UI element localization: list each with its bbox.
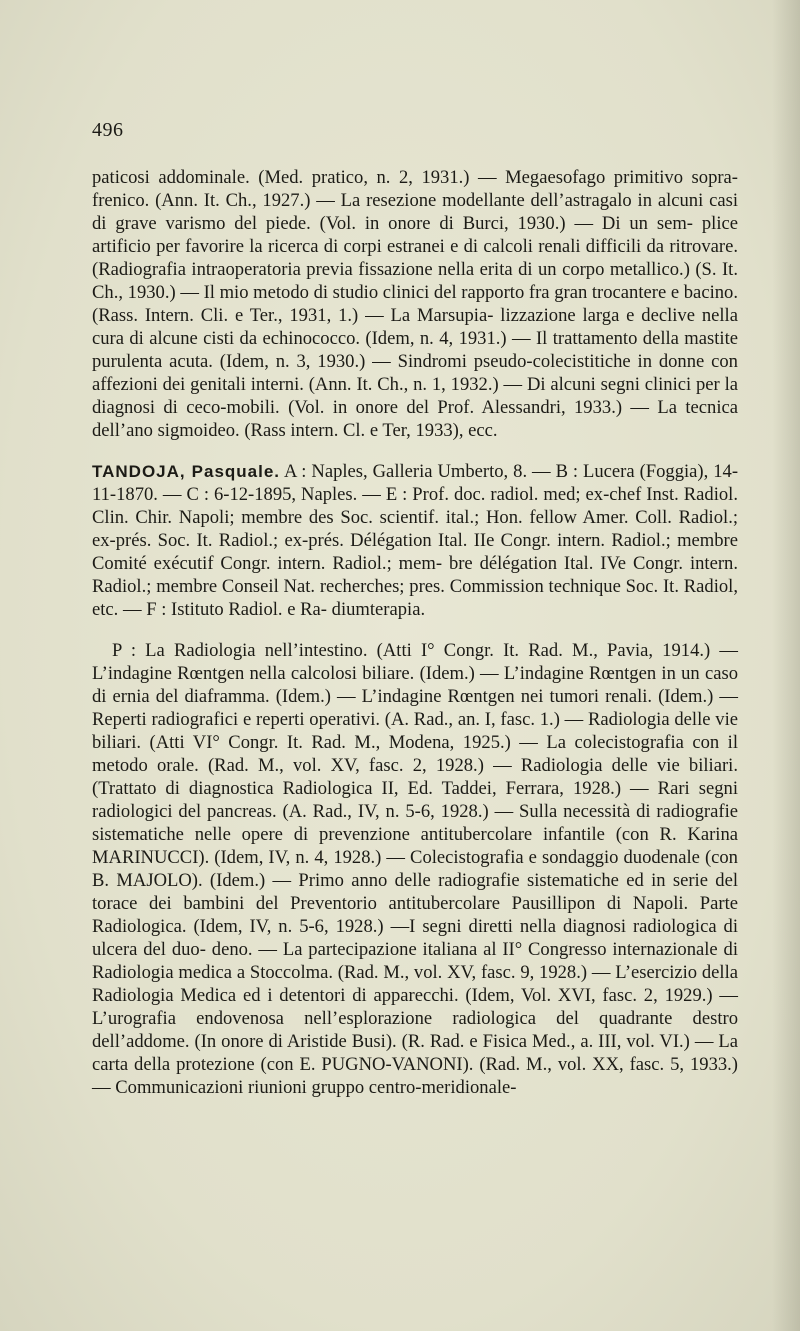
text-line: n. 4, 1928.) — Colecistografia e sondaggio duodenale (con B. MAJOLO). (Idem.): [92, 847, 738, 891]
text-line: It. Ch., n. 1, 1932.) — Di alcuni segni clinici per la diagnosi di ceco-mobili.: [92, 374, 739, 418]
text-line: IV, n. 5-6, 1928.) — Sulla necessità di radiografie sistematiche nelle opere di: [92, 801, 738, 845]
page-number: 496: [92, 119, 124, 141]
text-line: A : Naples, Galleria Umberto, 8. — B : Lucera: [283, 461, 635, 482]
text-line: prevenzione antitubercolare infantile (con R. Karina MARINUCCI). (Idem, IV,: [92, 824, 738, 868]
text-line: Sindromi pseudo-colecistitiche in donne con affezioni dei genitali interni. (Ann.: [92, 351, 738, 395]
text-line: IV, n. 5-6, 1928.) —I segni diretti nella diagnosi radiologica di ulcera del duo-: [92, 916, 738, 960]
text-line: P : La Radiologia nell’intestino. (Atti I° Congr. It. Rad. M., Pavia, 1914.): [112, 640, 711, 661]
text-line: pres. Commission technique Soc. It. Radiol, etc. — F : Istituto Radiol. e Ra-: [92, 576, 738, 620]
text-line: medica a Stoccolma. (Rad. M., vol. XV, fasc. 9, 1928.) — L’esercizio della: [178, 962, 739, 983]
text-line: 1.) — Radiologia delle vie biliari. (Atti VI° Congr. It. Rad. M., Modena,: [92, 709, 738, 753]
body-text: [92, 166, 738, 1099]
text-line: gran trocantere e bacino. (Rass. Intern. Cli. e Ter., 1931, 1.) — La Marsupia-: [92, 282, 738, 326]
text-line: vol. VI.) — La carta della protezione (con E. PUGNO-VANONI). (Rad. M.,: [92, 1031, 738, 1075]
text-line: Radiologia Medica ed i detentori di apparecchi. (Idem, Vol. XVI, fasc. 2,: [92, 985, 658, 1006]
text-line: plice artificio per favorire la ricerca di corpi estranei e di calcoli renali difficili da: [92, 213, 738, 257]
text-line: Ed. Taddei, Ferrara, 1928.) — Rari segni radiologici del pancreas. (A. Rad.,: [92, 778, 738, 822]
text-line: IIe Congr. intern. Radiol.; membre Comité exécutif Congr. intern. Radiol.; mem-: [92, 530, 738, 574]
text-line: lizzazione larga e declive nella cura di alcune cisti da echinococco. (Idem, n. 4,: [92, 305, 738, 349]
text-line: — Primo anno delle radiografie sistematiche ed in serie del torace dei bambini: [92, 870, 738, 914]
text-line: frenico. (Ann. It. Ch., 1927.) — La resezione modellante dell’astragalo in alcuni: [92, 190, 704, 211]
text-line: 1931.) — Il trattamento della mastite purulenta acuta. (Idem, n. 3, 1930.) —: [92, 328, 739, 372]
paragraph-continued: [92, 166, 738, 442]
text-line: 1928.) — Radiologia delle vie biliari. (Trattato di diagnostica Radiologica II,: [92, 755, 738, 799]
text-line: fellow Amer. Coll. Radiol.; ex-prés. Soc. It. Radiol.; ex-prés. Délégation Ital.: [92, 507, 739, 551]
text-line: 1925.) — La colecistografia con il metodo orale. (Rad. M., vol. XV, fasc. 2,: [92, 732, 738, 776]
text-line: casi di grave varismo del piede. (Vol. in onore di Burci, 1930.) — Di un sem-: [92, 190, 738, 234]
biographical-entry: [92, 460, 738, 621]
text-line: diumterapia.: [331, 599, 426, 620]
text-line: (Rass intern. Cl. e Ter, 1933), ecc.: [244, 420, 498, 441]
text-line: ex-chef Inst. Radiol. Clin. Chir. Napoli; membre des Soc. scientif. ital.; Hon.: [92, 484, 738, 528]
text-line: destro dell’addome. (In onore di Aristide Busi). (R. Rad. e Fisica Med., a. III,: [92, 1008, 738, 1052]
publications-paragraph: [92, 639, 738, 1099]
text-line: vol. XX, fasc. 5, 1933.) — Communicazioni riunioni gruppo centro-meridionale-: [92, 1054, 738, 1098]
text-line: in un caso di ernia del diaframma. (Idem.) — L’indagine Rœntgen nei tumori: [92, 663, 738, 707]
text-line: del Preventorio antitubercolare Pausillipon di Napoli. Parte Radiologica. (Idem,: [92, 893, 738, 937]
text-line: — L’indagine Rœntgen nella calcolosi biliare. (Idem.) — L’indagine Rœntgen: [92, 640, 738, 684]
text-line: 1929.) — L’urografia endovenosa nell’esplorazione radiologica del quadrante: [92, 985, 738, 1029]
text-line: bre délégation Ital. IVe Congr. intern. Radiol.; membre Conseil Nat. recherches;: [92, 553, 738, 597]
text-line: (Vol. in onore del Prof. Alessandri, 1933.) — La tecnica dell’ano sigmoideo.: [92, 397, 739, 441]
text-line: paticosi addominale. (Med. pratico, n. 2, 1931.) — Megaesofago primitivo sopra-: [92, 167, 738, 188]
text-line: deno. — La partecipazione italiana al II° Congresso internazionale di Radiologia: [92, 939, 738, 983]
text-line: ritrovare. (Radiografia intraoperatoria previa fissazione nella erita di un corpo: [92, 236, 738, 280]
text-line: metallico.) (S. It. Ch., 1930.) — Il mio metodo di studio clinici del rapporto fra: [92, 259, 738, 303]
binding-shadow: [772, 0, 800, 1331]
entry-name: TANDOJA, Pasquale.: [92, 462, 281, 481]
text-line: (Foggia), 14-11-1870. — C : 6-12-1895, Naples. — E : Prof. doc. radiol. med;: [92, 461, 739, 505]
text-line: renali. (Idem.) — Reperti radiografici e reperti operativi. (A. Rad., an. I, fasc.: [92, 686, 738, 730]
